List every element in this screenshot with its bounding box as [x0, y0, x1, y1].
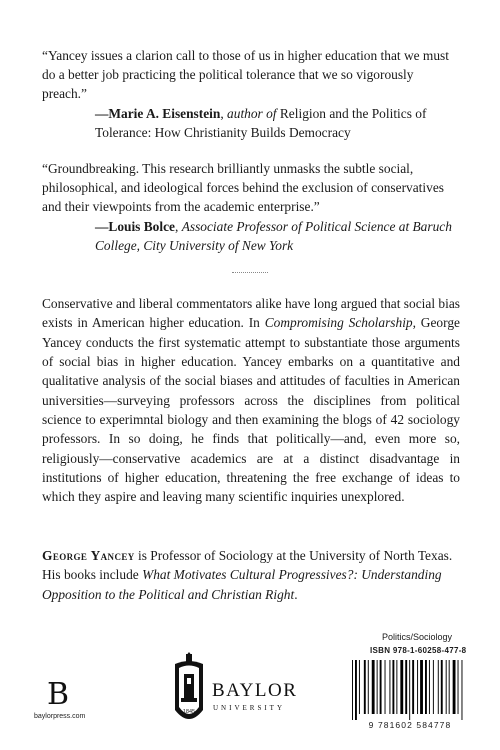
subject-category: Politics/Sociology [382, 632, 453, 642]
barcode-bar [352, 660, 353, 720]
barcode-bar [433, 660, 434, 714]
quote-text: “Groundbreaking. This research brilliantly unmasks the subtle social, philosophical, and ideological forces behind the exclusion of conservatives and their viewpoints from the academic enterprise.” [42, 161, 444, 215]
barcode-bar [405, 660, 407, 714]
quote-author: Louis Bolce [108, 218, 175, 234]
barcode-bar [446, 660, 447, 714]
barcode-bar [377, 660, 378, 714]
barcode-bar [429, 660, 430, 714]
barcode-bar [441, 660, 443, 714]
press-logo [34, 677, 86, 728]
barcode-bar [449, 660, 450, 714]
barcode-bar [417, 660, 418, 714]
barcode-bar [359, 660, 360, 714]
press-url: baylorpress.com [34, 713, 86, 720]
barcode-bar [425, 660, 427, 714]
barcode-bar [372, 660, 375, 714]
other-book-title: What Motivates Cultural Progressives?: Understanding Opposition to the Political and Christian Right [42, 567, 442, 602]
barcode-bar [364, 660, 366, 714]
barcode-block [342, 632, 478, 732]
barcode-bar [396, 660, 397, 714]
barcode-bar [453, 660, 456, 714]
barcode-bar [380, 660, 382, 714]
section-divider [232, 272, 268, 273]
barcode-bar [438, 660, 439, 714]
endorsement-quote-1 [42, 46, 460, 142]
barcode-bar [368, 660, 369, 714]
quote-author-book: Religion and the Politics of Tolerance: How Christianity Builds Democracy [95, 105, 427, 140]
barcode-icon [350, 660, 478, 720]
barcode-bar [462, 660, 463, 720]
book-title: Compromising Scholarship [264, 315, 413, 331]
barcode-bar [458, 660, 459, 714]
barcode-bar [355, 660, 357, 720]
author-bio: George Yancey is Professor of Sociology at the University of North Texas. His books include What Motivates Cultural Progressives?: Understanding Opposition to the Political and Christian Right. [42, 548, 453, 602]
barcode-bar [400, 660, 403, 714]
quote-author-role: Associate Professor of Political Science at Baruch College, City University of New York [95, 218, 452, 253]
author-name: George Yancey [42, 548, 135, 563]
barcode-bar [385, 660, 386, 714]
barcode-bar [412, 660, 414, 714]
quote-attribution: —Louis Bolce, Associate Professor of Political Science at Baruch College, City University of New York [95, 218, 452, 253]
press-logo-mark: B [46, 677, 70, 712]
barcode-bar [392, 660, 394, 714]
seal-year: 1845 [182, 709, 196, 715]
university-logo [172, 652, 302, 732]
quote-text: “Yancey issues a clarion call to those of us in higher education that we must do a better job practicing the political tolerance that we so vigorously preach.” [42, 48, 449, 102]
quote-author-role: author of [227, 105, 277, 121]
endorsement-quote-2 [42, 159, 460, 255]
barcode-bar [409, 660, 410, 720]
barcode-bar [420, 660, 423, 714]
quote-author: Marie A. Eisenstein [108, 105, 221, 121]
university-name: BAYLOR [212, 680, 298, 701]
university-subtitle: UNIVERSITY [213, 704, 285, 712]
book-description: Conservative and liberal commentators alike have long argued that social bias exists in American higher education. In Compromising Scholarship, George Yancey conducts the first systematic attempt to substantiate those arguments of social bias in higher education. Yancey embarks on a quantitative and qualitative analysis of the social biases and attitudes of faculties in American universities—surveying professors across the disciplines from political science to experimntal biology and then examining the blogs of 42 sociology professors. In so doing, he finds that politically—and, even more so, religiously—conservative academics are at a distinct disadvantage in institutions of higher education, threatening the free exchange of ideas to which they aspire and leaving many scientific inquiries unexplored. [42, 296, 460, 505]
barcode-bar [389, 660, 390, 714]
university-seal-icon [172, 652, 206, 730]
quote-attribution: —Marie A. Eisenstein, author of Religion and the Politics of Tolerance: How Christianity Builds Democracy [95, 105, 427, 140]
barcode-digits: 9 781602 584778 [368, 720, 452, 730]
isbn-label: ISBN 978-1-60258-477-8 [370, 646, 467, 655]
